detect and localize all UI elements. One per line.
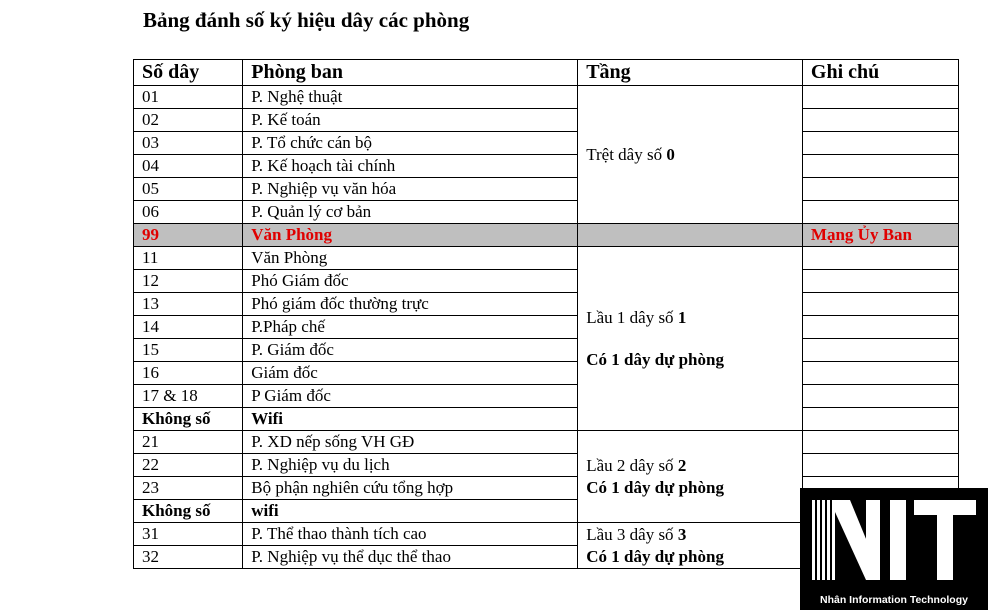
note [802, 431, 958, 454]
floor-3 [578, 523, 803, 569]
floor-1-number: 1 [677, 307, 687, 327]
department: Bộ phận nghiên cứu tổng hợp [243, 477, 578, 500]
floor-1 [578, 247, 803, 431]
cable-number: 17 & 18 [134, 385, 243, 408]
cable-number: 12 [134, 270, 243, 293]
department: P. Kế hoạch tài chính [243, 155, 578, 178]
note [802, 247, 958, 270]
department: P. Nghiệp vụ văn hóa [243, 178, 578, 201]
table-row [134, 132, 959, 155]
note [802, 270, 958, 293]
table-row-highlighted [134, 224, 959, 247]
table-row [134, 362, 959, 385]
page-title: Bảng đánh số ký hiệu dây các phòng [143, 8, 470, 32]
header-note: Ghi chú [802, 60, 958, 86]
note [802, 155, 958, 178]
department: Phó Giám đốc [243, 270, 578, 293]
cable-number: 13 [134, 293, 243, 316]
table-row [134, 270, 959, 293]
note [802, 362, 958, 385]
note [802, 385, 958, 408]
logo-caption: Nhân Information Technology [820, 594, 968, 606]
department: P. Thể thao thành tích cao [243, 523, 578, 546]
department: P. XD nếp sống VH GĐ [243, 431, 578, 454]
floor-2-number: 2 [677, 455, 687, 475]
floor-3-spare: Có 1 dây dự phòng [586, 546, 724, 566]
cable-number: 23 [134, 477, 243, 500]
note [802, 109, 958, 132]
table-row [134, 339, 959, 362]
department: P Giám đốc [243, 385, 578, 408]
floor-1-text: Lầu 1 dây số [586, 307, 678, 327]
floor-2-spare: Có 1 dây dự phòng [586, 477, 724, 497]
table-row [134, 316, 959, 339]
note [802, 86, 958, 109]
cable-number: 03 [134, 132, 243, 155]
floor-1-line [586, 307, 802, 329]
department: P. Nghiệp vụ thể dục thể thao [243, 546, 578, 569]
table-row [134, 431, 959, 454]
department: Wifi [243, 408, 578, 431]
header-floor: Tầng [578, 60, 803, 86]
cable-number: 22 [134, 454, 243, 477]
note [802, 408, 958, 431]
table-row [134, 178, 959, 201]
department: wifi [243, 500, 578, 523]
cable-number: 16 [134, 362, 243, 385]
floor-2 [578, 431, 803, 523]
cable-number: Không số [134, 500, 243, 523]
department: P. Nghiệp vụ du lịch [243, 454, 578, 477]
table-row [134, 385, 959, 408]
floor-ground-number: 0 [666, 144, 675, 164]
department: Văn Phòng [243, 224, 578, 247]
note [802, 293, 958, 316]
floor-3-line [586, 524, 802, 546]
cable-number: 04 [134, 155, 243, 178]
table-row [134, 109, 959, 132]
note: Mạng Ủy Ban [802, 224, 958, 247]
nit-logo-mark [800, 488, 988, 588]
table-row [134, 155, 959, 178]
floor-3-number: 3 [677, 524, 687, 544]
cable-number: 05 [134, 178, 243, 201]
note [802, 454, 958, 477]
table-row [134, 454, 959, 477]
note [802, 339, 958, 362]
note [802, 178, 958, 201]
cable-number: 02 [134, 109, 243, 132]
department: Giám đốc [243, 362, 578, 385]
cable-number: 21 [134, 431, 243, 454]
header-cable-number: Số dây [134, 60, 243, 86]
cable-number: 15 [134, 339, 243, 362]
table-row [134, 86, 959, 109]
table-row [134, 293, 959, 316]
header-department: Phòng ban [243, 60, 578, 86]
table-row [134, 408, 959, 431]
floor-ground [578, 86, 803, 224]
floor-2-text: Lầu 2 dây số [586, 455, 678, 475]
cable-number: 01 [134, 86, 243, 109]
department: P.Pháp chế [243, 316, 578, 339]
cable-number: 11 [134, 247, 243, 270]
department: P. Kế toán [243, 109, 578, 132]
note [802, 132, 958, 155]
cable-number: 06 [134, 201, 243, 224]
floor-ground-text: Trệt dây số [586, 144, 667, 164]
table-row [134, 247, 959, 270]
floor-2-line [586, 455, 802, 477]
note [802, 316, 958, 339]
nit-logo [800, 488, 988, 610]
department: P. Tổ chức cán bộ [243, 132, 578, 155]
department: P. Giám đốc [243, 339, 578, 362]
cable-number: Không số [134, 408, 243, 431]
floor-empty [578, 224, 803, 247]
table-header-row [134, 60, 959, 86]
department: Phó giám đốc thường trực [243, 293, 578, 316]
floor-1-spare: Có 1 dây dự phòng [586, 349, 724, 369]
department: Văn Phòng [243, 247, 578, 270]
table-row [134, 201, 959, 224]
cable-number: 99 [134, 224, 243, 247]
floor-3-text: Lầu 3 dây số [586, 524, 678, 544]
department: P. Nghệ thuật [243, 86, 578, 109]
cable-number: 14 [134, 316, 243, 339]
note [802, 201, 958, 224]
cable-number: 32 [134, 546, 243, 569]
department: P. Quản lý cơ bản [243, 201, 578, 224]
cable-number: 31 [134, 523, 243, 546]
